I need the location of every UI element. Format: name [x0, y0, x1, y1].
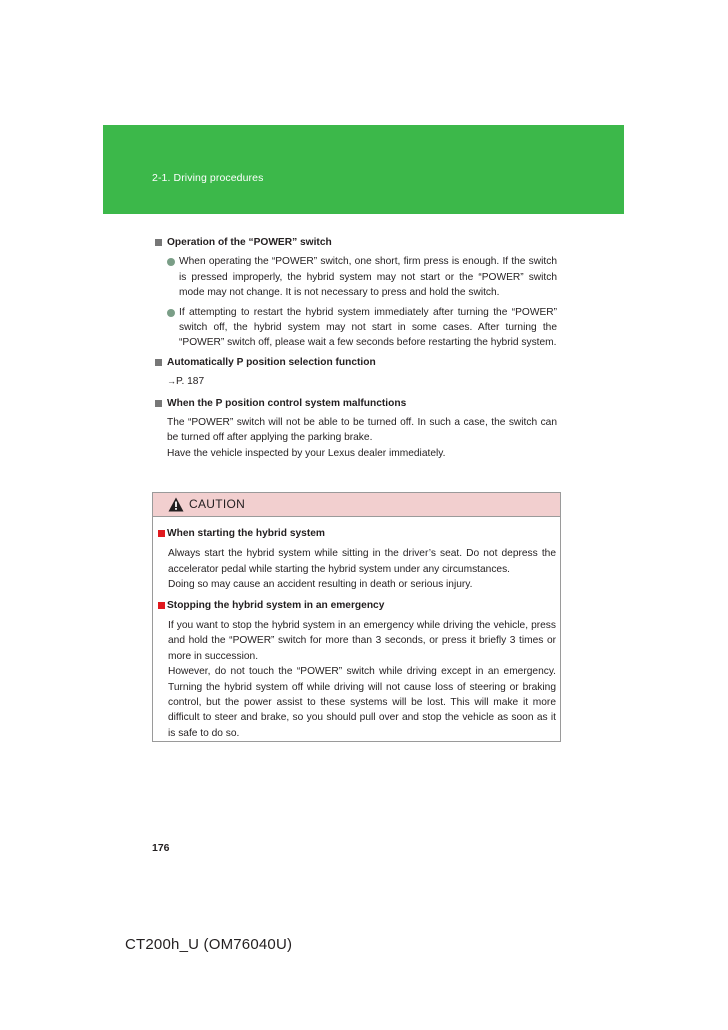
square-bullet-icon — [155, 239, 162, 246]
circle-bullet-icon — [167, 258, 175, 266]
caution-paragraph — [154, 618, 556, 741]
caution-subheading-text: When starting the hybrid system — [167, 528, 325, 539]
caution-line: Doing so may cause an accident resulting in death or serious injury. — [168, 579, 473, 591]
paragraph-line: The “POWER” switch will not be able to be turned off. In such a case, the switch can be turned off after applying the parking brake. — [167, 417, 557, 444]
bullet-text: If attempting to restart the hybrid system immediately after turning the “POWER” switch off, the hybrid system may not start in some cases. After turning the “POWER” switch off, please wait a few seconds before restarting the hybrid system. — [179, 306, 557, 349]
subheading-text: Automatically P position selection function — [167, 356, 376, 368]
list-item — [155, 305, 557, 351]
page-reference-link[interactable] — [155, 374, 557, 389]
red-square-bullet-icon — [158, 530, 165, 537]
caution-line: However, do not touch the “POWER” switch while driving except in an emergency. Turning the hybrid system off while driving will not cause loss of steering or braking control, but the power assist to these systems will be lost. This will make it more difficult to steer and brake, so you should pull over and stop the vehicle as soon as it is safe to do so. — [168, 666, 556, 739]
subheading-text: When the P position control system malfunctions — [167, 397, 407, 409]
caution-body — [153, 517, 560, 741]
subheading-text: Operation of the “POWER” switch — [167, 237, 332, 248]
subheading-p-position-malfunction — [155, 396, 557, 411]
section-label: 2-1. Driving procedures — [152, 172, 264, 184]
caution-box — [152, 492, 561, 742]
caution-header — [153, 493, 560, 517]
page-number: 176 — [152, 842, 170, 854]
paragraph — [155, 415, 557, 461]
square-bullet-icon — [155, 359, 162, 366]
caution-line: If you want to stop the hybrid system in an emergency while driving the vehicle, press and hold the “POWER” switch for more than 3 seconds, or press it briefly 3 times or more in succession. — [168, 620, 556, 662]
subheading-power-switch — [155, 235, 557, 250]
document-code-footer: CT200h_U (OM76040U) — [125, 936, 293, 953]
header-band — [103, 125, 624, 214]
list-item — [155, 254, 557, 300]
arrow-right-icon: → — [167, 376, 176, 387]
caution-subheading-starting — [154, 526, 556, 541]
red-square-bullet-icon — [158, 602, 165, 609]
page-reference-text: P. 187 — [176, 376, 205, 388]
caution-title: CAUTION — [189, 497, 246, 511]
caution-subheading-text: Stopping the hybrid system in an emergency — [167, 599, 385, 611]
bullet-text: When operating the “POWER” switch, one short, firm press is enough. If the switch is pressed improperly, the hybrid system may not start or the “POWER” switch mode may not change. It is not necessary to press and hold the switch. — [179, 256, 557, 299]
main-content — [155, 235, 557, 465]
subheading-p-position-selection — [155, 355, 557, 370]
caution-subheading-emergency — [154, 598, 556, 613]
paragraph-line: Have the vehicle inspected by your Lexus dealer immediately. — [167, 447, 446, 459]
square-bullet-icon — [155, 400, 162, 407]
circle-bullet-icon — [167, 309, 175, 317]
caution-line: Always start the hybrid system while sitting in the driver’s seat. Do not depress the accelerator pedal while starting the hybrid system under any circumstances. — [168, 548, 556, 575]
warning-triangle-icon — [168, 497, 184, 512]
caution-paragraph — [154, 546, 556, 592]
